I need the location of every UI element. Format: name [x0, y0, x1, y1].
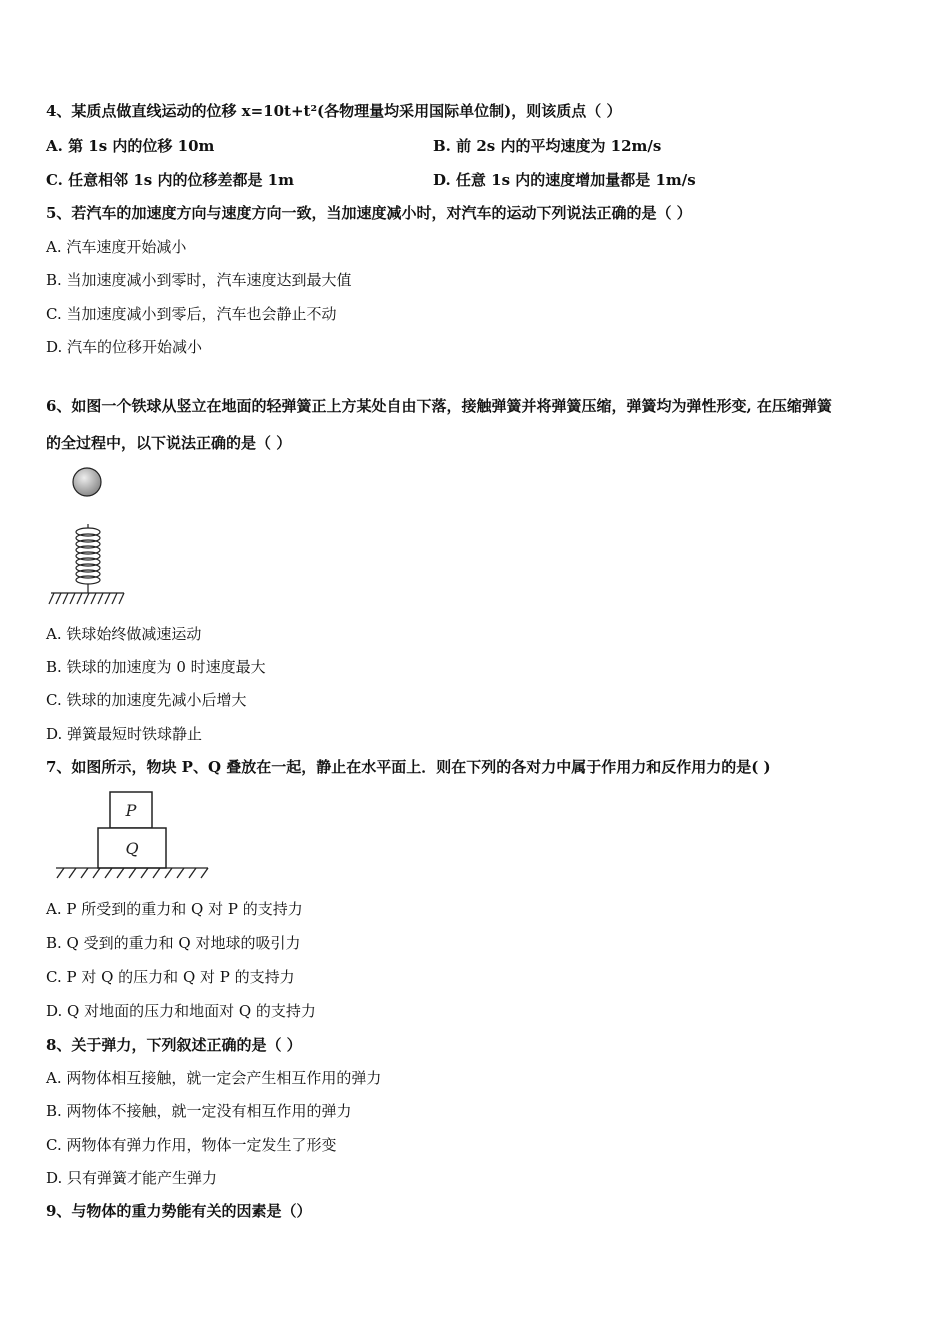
q6-stem-line2: 的全过程中，以下说法正确的是（ ）	[46, 434, 292, 452]
q8-stem: 8、关于弹力，下列叙述正确的是（ ）	[46, 1036, 302, 1054]
spring-coil	[76, 524, 100, 593]
q8-option-b: B. 两物体不接触，就一定没有相互作用的弹力	[46, 1102, 352, 1120]
q6-stem-line1: 6、如图一个铁球从竖立在地面的轻弹簧正上方某处自由下落，接触弹簧并将弹簧压缩，弹簧均为弹性形变, 在压缩弹簧	[46, 397, 832, 415]
q5-option-c: C. 当加速度减小到零后，汽车也会静止不动	[46, 305, 337, 323]
q6-option-a: A. 铁球始终做减速运动	[46, 625, 202, 643]
q6-option-d: D. 弹簧最短时铁球静止	[46, 725, 203, 743]
q5-stem: 5、若汽车的加速度方向与速度方向一致，当加速度减小时，对汽车的运动下列说法正确的是（ ）	[46, 204, 692, 222]
q4-option-a: A. 第 1s 内的位移 10m	[46, 137, 215, 155]
q6-option-b: B. 铁球的加速度为 0 时速度最大	[46, 658, 266, 676]
q4-option-b: B. 前 2s 内的平均速度为 12m/s	[433, 137, 662, 155]
block-q-label: Q	[125, 839, 139, 858]
ground-hatch	[49, 593, 124, 604]
q8-option-d: D. 只有弹簧才能产生弹力	[46, 1169, 218, 1187]
q4-option-d: D. 任意 1s 内的速度增加量都是 1m/s	[433, 171, 696, 189]
ground-hatch	[56, 868, 208, 878]
q5-option-d: D. 汽车的位移开始减小	[46, 338, 203, 356]
q7-option-d: D. Q 对地面的压力和地面对 Q 的支持力	[46, 1002, 316, 1020]
q5-option-b: B. 当加速度减小到零时，汽车速度达到最大值	[46, 271, 352, 289]
q7-stem: 7、如图所示，物块 P、Q 叠放在一起，静止在水平面上．则在下列的各对力中属于作用力和反作用力的是( )	[46, 758, 771, 776]
q5-option-a: A. 汽车速度开始减小	[46, 238, 187, 256]
q8-option-c: C. 两物体有弹力作用，物体一定发生了形变	[46, 1136, 337, 1154]
q7-option-c: C. P 对 Q 的压力和 Q 对 P 的支持力	[46, 968, 295, 986]
q8-option-a: A. 两物体相互接触，就一定会产生相互作用的弹力	[46, 1069, 382, 1087]
block-p-label: P	[125, 801, 137, 820]
q4-option-c: C. 任意相邻 1s 内的位移差都是 1m	[46, 171, 294, 189]
q7-option-a: A. P 所受到的重力和 Q 对 P 的支持力	[46, 900, 303, 918]
q7-option-b: B. Q 受到的重力和 Q 对地球的吸引力	[46, 934, 301, 952]
iron-ball	[73, 468, 101, 496]
ball-spring-figure	[48, 466, 128, 608]
stacked-blocks-figure	[52, 788, 212, 880]
q9-stem: 9、与物体的重力势能有关的因素是（）	[46, 1202, 312, 1220]
q6-option-c: C. 铁球的加速度先减小后增大	[46, 691, 247, 709]
q4-stem: 4、某质点做直线运动的位移 x=10t+t²(各物理量均采用国际单位制)，则该质点（ ）	[46, 102, 622, 120]
